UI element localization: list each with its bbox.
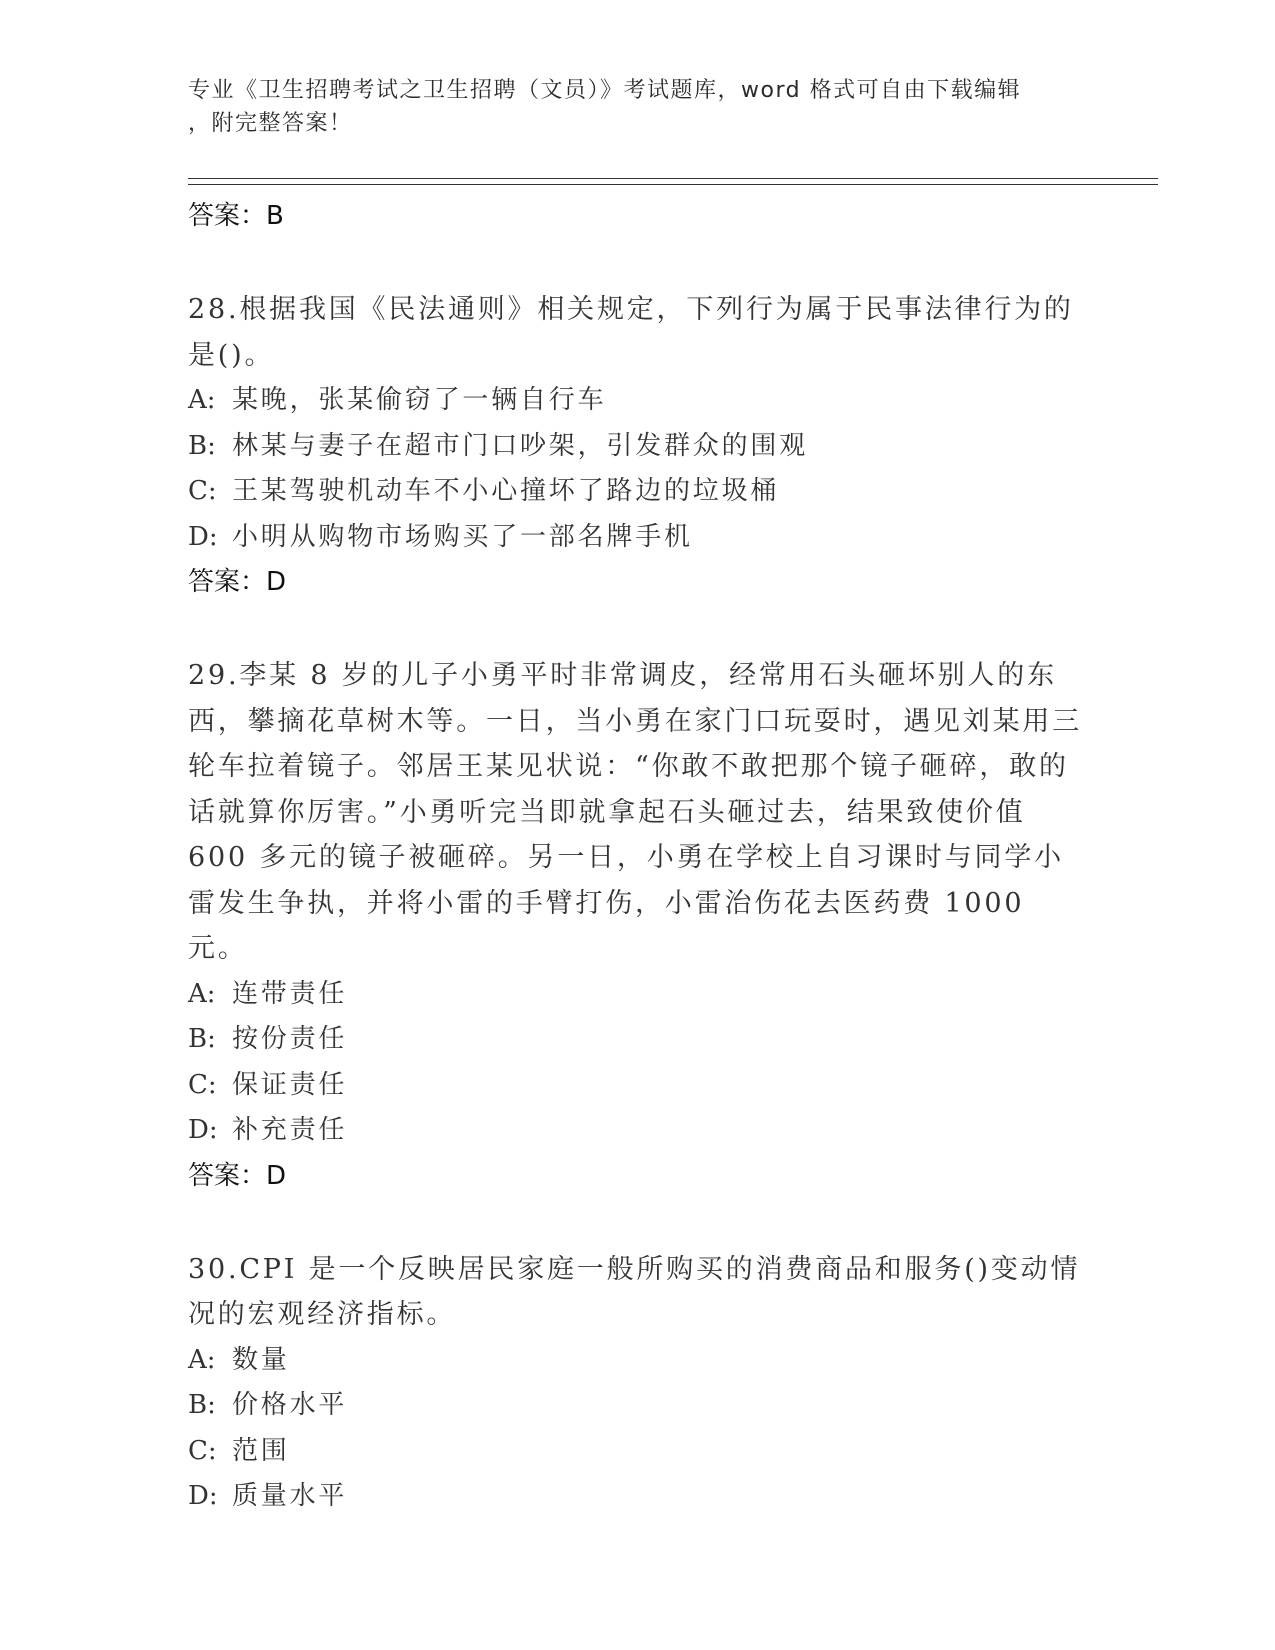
option-text: 小明从购物市场购买了一部名牌手机: [232, 521, 693, 552]
option-text: 某晚，张某偷窃了一辆自行车: [232, 385, 607, 415]
header-divider-top: [188, 178, 1158, 179]
option-label: D:: [188, 521, 218, 552]
header-divider-bottom: [188, 184, 1158, 185]
header-line-2: ，附完整答案！: [188, 111, 353, 136]
option-c: [188, 1063, 1088, 1109]
answer-line: 答案：D: [188, 567, 287, 597]
answer-line: 答案：B: [188, 201, 284, 231]
option-label: B:: [188, 1390, 216, 1420]
option-c: [188, 469, 1088, 515]
option-text: 林某与妻子在超市门口吵架，引发群众的围观: [232, 430, 809, 461]
question-text: 29.李某 8 岁的儿子小勇平时非常调皮，经常用石头砸坏别人的东西，攀摘花草树木等。一日，当小勇在家门口玩耍时，遇见刘某用三轮车拉着镜子。邻居王某见状说：“你敢不敢把那个镜子砸碎，敢的话就算你厉害。”小勇听完当即就拿起石头砸过去，结果致使价值 600 多元的镜子被砸碎。另一日，小勇在学校上自习课时与同学小雷发生争执，并将小雷的手臂打伤，小雷治伤花去医药费 1000 元。: [188, 660, 1082, 964]
option-b: [188, 1017, 1088, 1063]
option-label: B:: [188, 430, 216, 461]
answer-line: 答案：D: [188, 1160, 287, 1191]
option-text: 数量: [232, 1344, 290, 1375]
option-text: 质量水平: [232, 1481, 348, 1511]
option-a: [188, 378, 1088, 424]
option-b: [188, 1383, 1088, 1429]
option-label: A:: [188, 385, 216, 415]
option-text: 价格水平: [232, 1390, 348, 1420]
option-text: 保证责任: [232, 1069, 348, 1100]
option-d: [188, 1474, 1088, 1520]
header-line-1: 专业《卫生招聘考试之卫生招聘（文员）》考试题库，word 格式可自由下载编辑: [188, 78, 1022, 103]
question-text: 30.CPI 是一个反映居民家庭一般所购买的消费商品和服务()变动情况的宏观经济指标。: [188, 1253, 1081, 1330]
option-a: [188, 1338, 1088, 1384]
option-b: [188, 424, 1088, 470]
option-text: 连带责任: [232, 978, 348, 1009]
option-label: A:: [188, 978, 216, 1009]
question-29: [188, 653, 1088, 1199]
document-header: [188, 74, 1088, 140]
option-text: 按份责任: [232, 1024, 348, 1054]
option-label: D:: [188, 1481, 218, 1511]
option-d: [188, 515, 1088, 561]
option-d: [188, 1108, 1088, 1154]
question-text: 28.根据我国《民法通则》相关规定，下列行为属于民事法律行为的是()。: [188, 294, 1074, 371]
option-text: 范围: [232, 1435, 290, 1466]
option-label: B:: [188, 1024, 216, 1054]
option-text: 王某驾驶机动车不小心撞坏了路边的垃圾桶: [232, 476, 780, 506]
option-text: 补充责任: [232, 1115, 348, 1145]
option-label: C:: [188, 1435, 217, 1466]
option-a: [188, 972, 1088, 1018]
option-label: C:: [188, 1069, 217, 1100]
option-label: A:: [188, 1344, 216, 1375]
option-label: C:: [188, 476, 217, 506]
question-30: [188, 1247, 1088, 1520]
question-28: [188, 287, 1088, 605]
option-c: [188, 1429, 1088, 1475]
option-label: D:: [188, 1115, 218, 1145]
question-list: [188, 188, 1088, 1520]
